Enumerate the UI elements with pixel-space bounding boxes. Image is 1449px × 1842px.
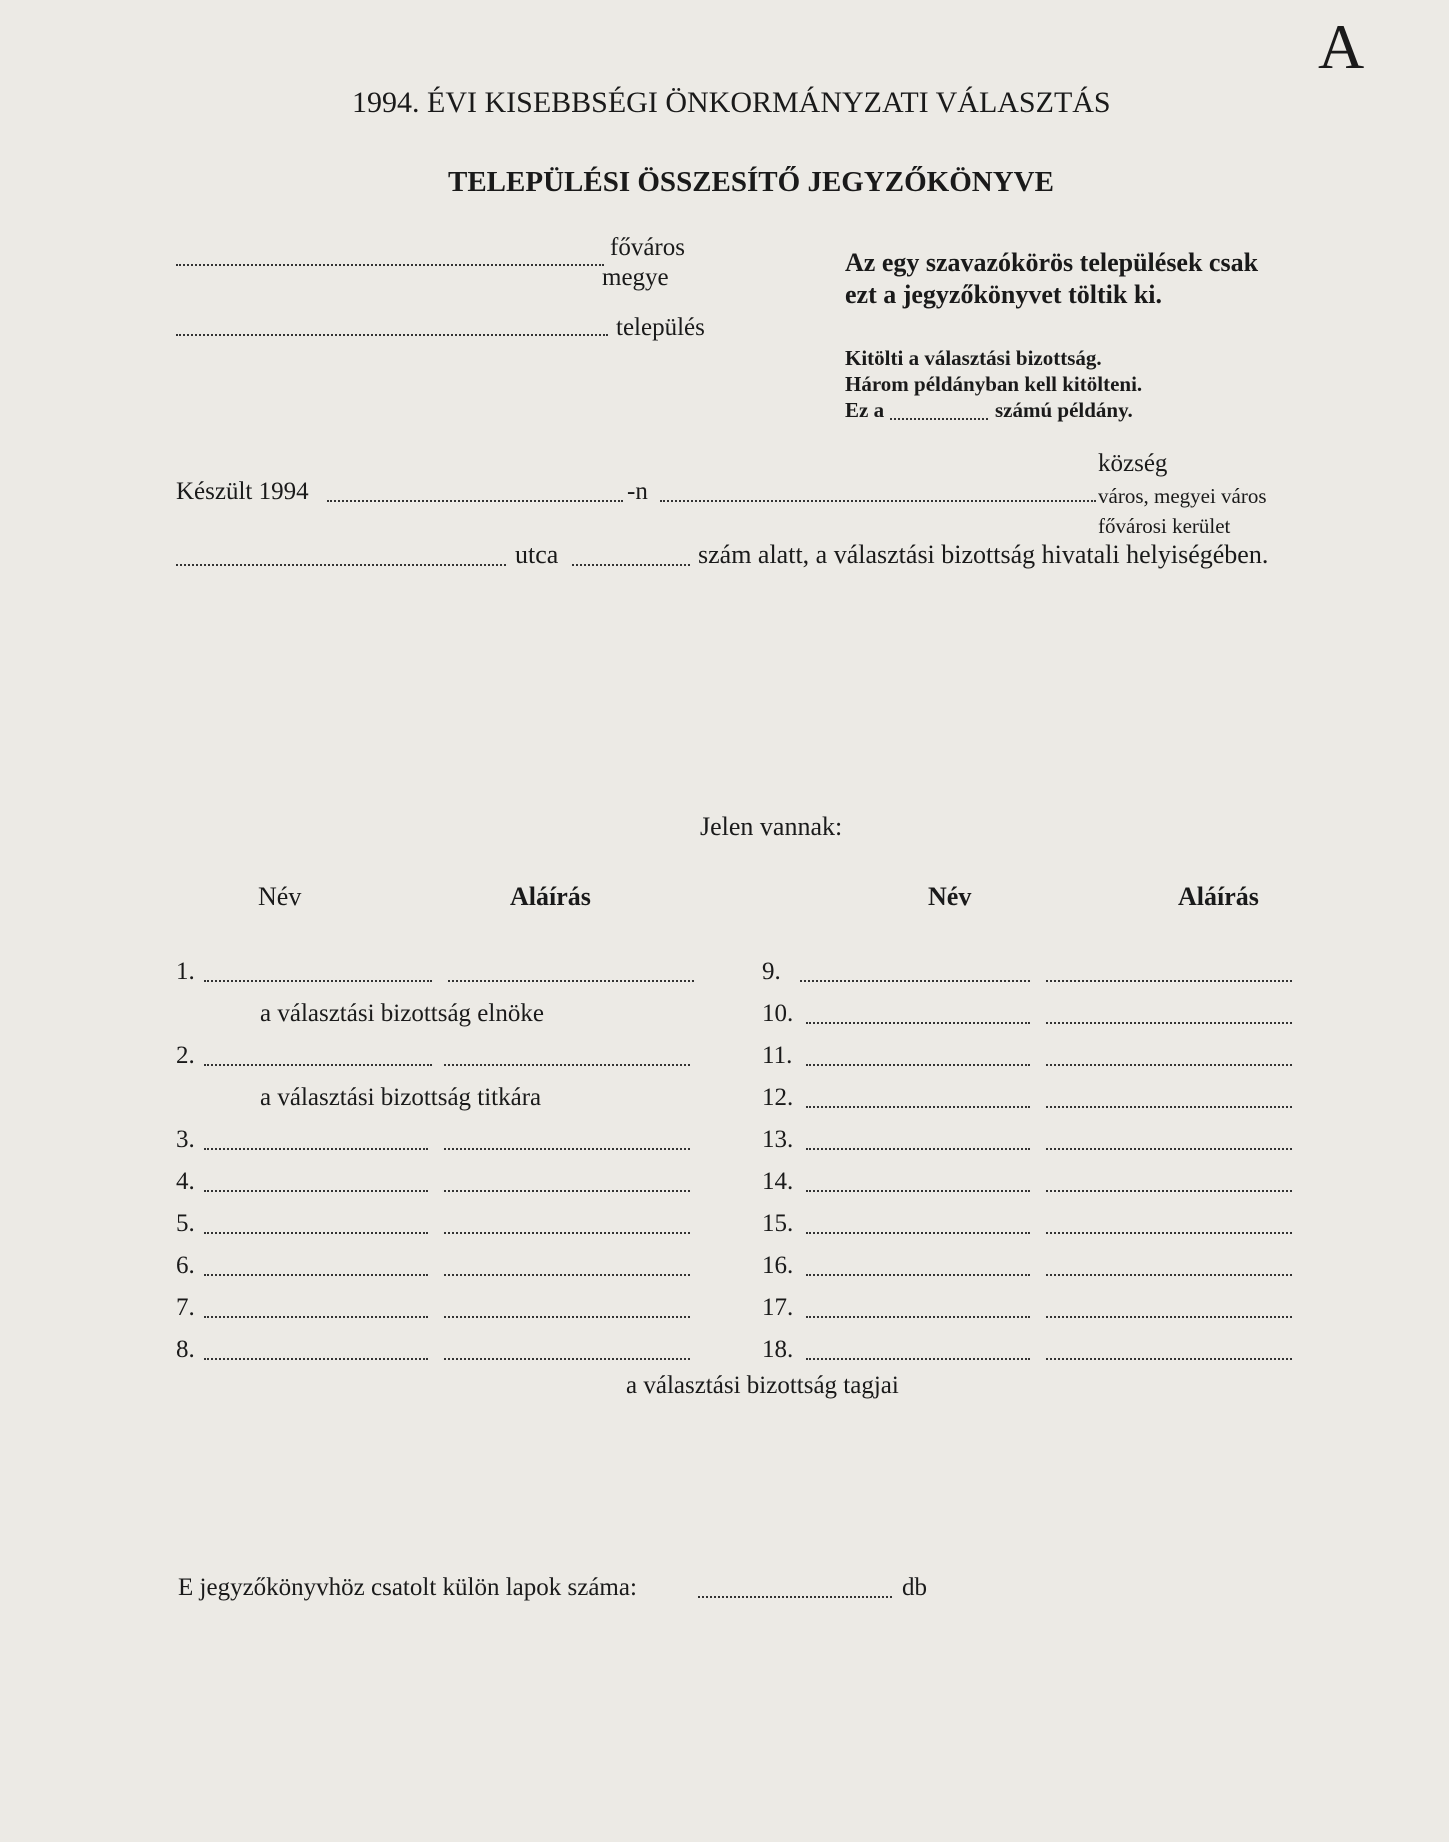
name-field-7[interactable]	[204, 1316, 428, 1318]
row-number-9: 9.	[762, 958, 781, 985]
copy-number-field[interactable]	[890, 418, 988, 420]
name-field-8[interactable]	[204, 1358, 428, 1360]
kozseg-label: község	[1098, 450, 1168, 477]
name-field-5[interactable]	[204, 1232, 428, 1234]
kerulet-label: fővárosi kerület	[1098, 514, 1231, 538]
name-field-1[interactable]	[204, 980, 432, 982]
right-signature-header: Aláírás	[1178, 882, 1259, 911]
telepules-label: település	[616, 314, 705, 341]
chair-label: a választási bizottság elnöke	[260, 1000, 544, 1027]
signature-field-7[interactable]	[444, 1316, 690, 1318]
row-number-14: 14.	[762, 1168, 794, 1195]
signature-field-1[interactable]	[448, 980, 694, 982]
row-number-8: 8.	[176, 1336, 195, 1363]
name-field-16[interactable]	[806, 1274, 1030, 1276]
attachments-count-field[interactable]	[698, 1596, 892, 1598]
signature-field-14[interactable]	[1046, 1190, 1292, 1192]
date-suffix: -n	[627, 478, 648, 505]
signature-field-8[interactable]	[444, 1358, 690, 1360]
row-number-11: 11.	[762, 1042, 793, 1069]
fovaros-megye-field[interactable]	[176, 264, 604, 266]
attendance-heading: Jelen vannak:	[700, 812, 843, 841]
copy-number-suffix: számú példány.	[995, 398, 1133, 422]
name-field-17[interactable]	[806, 1316, 1030, 1318]
fovaros-label: főváros	[610, 234, 685, 261]
row-number-6: 6.	[176, 1252, 195, 1279]
name-field-2[interactable]	[204, 1064, 432, 1066]
copy-number-prefix: Ez a	[845, 398, 885, 422]
row-number-4: 4.	[176, 1168, 195, 1195]
megye-label: megye	[602, 264, 669, 291]
right-name-header: Név	[928, 882, 972, 911]
name-field-6[interactable]	[204, 1274, 428, 1276]
form-letter: A	[1318, 11, 1365, 82]
left-signature-header: Aláírás	[510, 882, 591, 911]
signature-field-17[interactable]	[1046, 1316, 1292, 1318]
secretary-label: a választási bizottság titkára	[260, 1084, 542, 1111]
signature-field-18[interactable]	[1046, 1358, 1292, 1360]
szam-alatt-text: szám alatt, a választási bizottság hivatali helyiségében.	[698, 540, 1269, 569]
fill-instruction-2: Három példányban kell kitölteni.	[845, 372, 1143, 396]
signature-field-15[interactable]	[1046, 1232, 1292, 1234]
location-field[interactable]	[660, 500, 1096, 502]
row-number-3: 3.	[176, 1126, 195, 1153]
row-number-12: 12.	[762, 1084, 794, 1111]
members-label: a választási bizottság tagjai	[626, 1372, 899, 1399]
utca-label: utca	[515, 540, 559, 569]
signature-field-12[interactable]	[1046, 1106, 1292, 1108]
signature-field-3[interactable]	[444, 1148, 690, 1150]
name-field-14[interactable]	[806, 1190, 1030, 1192]
row-number-5: 5.	[176, 1210, 195, 1237]
note-line-1: Az egy szavazókörös települések csak	[845, 248, 1259, 277]
attachments-suffix: db	[902, 1574, 927, 1601]
telepules-field[interactable]	[176, 334, 608, 336]
name-field-10[interactable]	[806, 1022, 1030, 1024]
signature-field-11[interactable]	[1046, 1064, 1292, 1066]
street-field[interactable]	[176, 564, 506, 566]
document-title: 1994. ÉVI KISEBBSÉGI ÖNKORMÁNYZATI VÁLASZTÁS	[352, 86, 1111, 119]
name-field-4[interactable]	[204, 1190, 428, 1192]
signature-field-2[interactable]	[444, 1064, 690, 1066]
date-field[interactable]	[327, 500, 623, 502]
document-subtitle: TELEPÜLÉSI ÖSSZESÍTŐ JEGYZŐKÖNYVE	[448, 166, 1054, 198]
name-field-12[interactable]	[806, 1106, 1030, 1108]
name-field-11[interactable]	[806, 1064, 1030, 1066]
fill-instruction-1: Kitölti a választási bizottság.	[845, 346, 1102, 370]
keszult-prefix: Készült 1994	[176, 478, 309, 505]
signature-field-5[interactable]	[444, 1232, 690, 1234]
row-number-2: 2.	[176, 1042, 195, 1069]
name-field-3[interactable]	[204, 1148, 428, 1150]
signature-field-4[interactable]	[444, 1190, 690, 1192]
signature-field-9[interactable]	[1046, 980, 1292, 982]
house-number-field[interactable]	[572, 564, 690, 566]
row-number-17: 17.	[762, 1294, 794, 1321]
name-field-15[interactable]	[806, 1232, 1030, 1234]
note-line-2: ezt a jegyzőkönyvet töltik ki.	[845, 280, 1163, 309]
signature-field-6[interactable]	[444, 1274, 690, 1276]
name-field-18[interactable]	[806, 1358, 1030, 1360]
name-field-13[interactable]	[806, 1148, 1030, 1150]
signature-field-16[interactable]	[1046, 1274, 1292, 1276]
row-number-13: 13.	[762, 1126, 794, 1153]
row-number-1: 1.	[176, 958, 195, 985]
varos-label: város, megyei város	[1098, 484, 1267, 508]
row-number-16: 16.	[762, 1252, 794, 1279]
name-field-9[interactable]	[800, 980, 1030, 982]
left-name-header: Név	[258, 882, 302, 911]
attachments-prefix: E jegyzőkönyvhöz csatolt külön lapok száma:	[178, 1574, 637, 1601]
signature-field-10[interactable]	[1046, 1022, 1292, 1024]
row-number-10: 10.	[762, 1000, 794, 1027]
signature-field-13[interactable]	[1046, 1148, 1292, 1150]
row-number-7: 7.	[176, 1294, 195, 1321]
row-number-18: 18.	[762, 1336, 794, 1363]
row-number-15: 15.	[762, 1210, 794, 1237]
